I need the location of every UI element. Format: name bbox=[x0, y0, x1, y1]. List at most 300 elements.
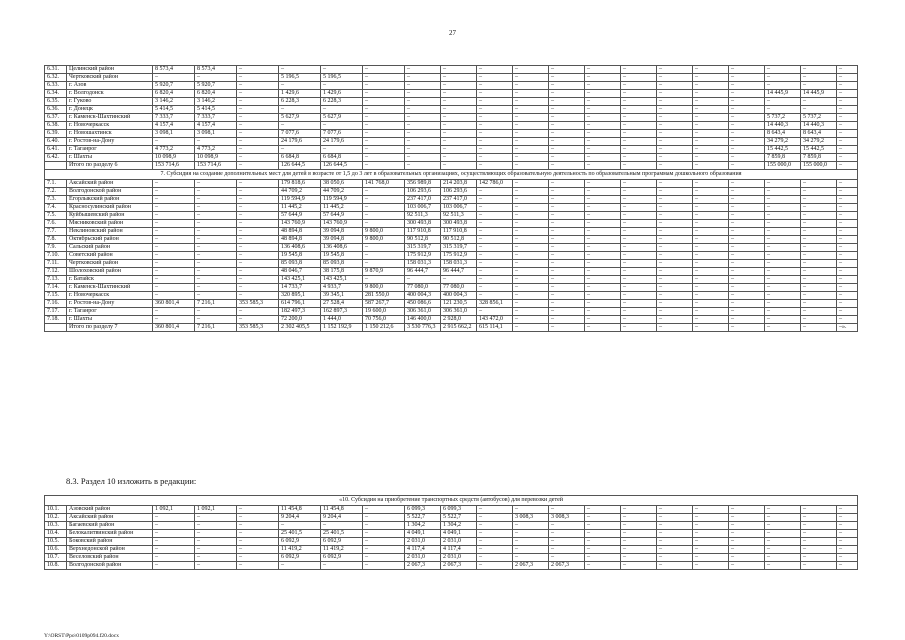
amount-cell: – bbox=[729, 154, 765, 162]
municipality-name: Октябрьский район bbox=[67, 236, 153, 244]
amount-cell: 4 773,2 bbox=[195, 146, 237, 154]
amount-cell: – bbox=[279, 106, 321, 114]
amount-cell: – bbox=[765, 74, 801, 82]
amount-cell: – bbox=[477, 244, 513, 252]
section-7-title: 7. Субсидия на создание дополнительных мест для детей в возрасте от 1,5 до 3 лет в образовательных организациях, осуществляющих образовательную деятельность по образовательным программам дошкольного образования bbox=[45, 170, 858, 180]
amount-cell: – bbox=[693, 114, 729, 122]
amount-cell: – bbox=[693, 138, 729, 146]
municipality-name: Итого по разделу 7 bbox=[67, 324, 153, 332]
municipality-name: Сальский район bbox=[67, 244, 153, 252]
amount-cell: – bbox=[195, 554, 237, 562]
amount-cell: 360 801,4 bbox=[153, 300, 195, 308]
section10-row bbox=[45, 554, 858, 562]
amount-cell: – bbox=[321, 562, 363, 570]
amount-cell: – bbox=[477, 308, 513, 316]
amount-cell: – bbox=[693, 180, 729, 188]
municipality-name: Волгодонской район bbox=[67, 188, 153, 196]
amount-cell: 1 152 192,9 bbox=[321, 324, 363, 332]
section6-row bbox=[45, 162, 858, 170]
municipality-name: г. Новошахтинск bbox=[67, 130, 153, 138]
amount-cell: 7 333,7 bbox=[195, 114, 237, 122]
amount-cell: – bbox=[363, 530, 405, 538]
amount-cell: 1 092,1 bbox=[153, 506, 195, 514]
amount-cell: 3 098,1 bbox=[153, 130, 195, 138]
section6-row bbox=[45, 138, 858, 146]
row-number: 6.37. bbox=[45, 114, 67, 122]
amount-cell: – bbox=[729, 212, 765, 220]
amount-cell: – bbox=[237, 82, 279, 90]
section7-row bbox=[45, 228, 858, 236]
page-number: 27 bbox=[449, 29, 456, 37]
amount-cell: – bbox=[513, 162, 549, 170]
amount-cell: – bbox=[693, 90, 729, 98]
amount-cell: – bbox=[585, 260, 621, 268]
amount-cell: 14 445,9 bbox=[801, 90, 837, 98]
amount-cell: – bbox=[363, 514, 405, 522]
amount-cell: 34 279,2 bbox=[801, 138, 837, 146]
amount-cell: – bbox=[693, 252, 729, 260]
amount-cell: – bbox=[549, 162, 585, 170]
amount-cell: – bbox=[549, 204, 585, 212]
amount-cell: – bbox=[513, 138, 549, 146]
amount-cell: – bbox=[513, 212, 549, 220]
amount-cell: 6 228,3 bbox=[321, 98, 363, 106]
amount-cell: – bbox=[153, 252, 195, 260]
amount-cell: – bbox=[549, 114, 585, 122]
amount-cell: 400 004,3 bbox=[441, 292, 477, 300]
amount-cell: – bbox=[477, 122, 513, 130]
amount-cell: – bbox=[621, 196, 657, 204]
amount-cell: 182 497,3 bbox=[279, 308, 321, 316]
amount-cell: 106 293,6 bbox=[441, 188, 477, 196]
amount-cell: – bbox=[621, 236, 657, 244]
row-number bbox=[45, 324, 67, 332]
amount-cell: – bbox=[801, 244, 837, 252]
amount-cell: 306 361,0 bbox=[405, 308, 441, 316]
amount-cell: 143 760,9 bbox=[321, 220, 363, 228]
amount-cell: – bbox=[513, 188, 549, 196]
amount-cell: – bbox=[585, 538, 621, 546]
amount-cell: – bbox=[549, 284, 585, 292]
amount-cell: – bbox=[153, 554, 195, 562]
amount-cell: 39 345,1 bbox=[321, 292, 363, 300]
amount-cell: – bbox=[585, 138, 621, 146]
amount-cell: 155 000,0 bbox=[765, 162, 801, 170]
amount-cell: 106 293,6 bbox=[405, 188, 441, 196]
amount-cell: 237 417,0 bbox=[405, 196, 441, 204]
amount-cell: – bbox=[585, 106, 621, 114]
amount-cell: – bbox=[237, 236, 279, 244]
amount-cell: 117 910,8 bbox=[441, 228, 477, 236]
amount-cell: – bbox=[363, 260, 405, 268]
amount-cell: – bbox=[441, 276, 477, 284]
row-number: 10.3. bbox=[45, 522, 67, 530]
amount-cell: – bbox=[693, 98, 729, 106]
amount-cell: – bbox=[585, 212, 621, 220]
amount-cell: 11 419,2 bbox=[279, 546, 321, 554]
amount-cell: – bbox=[729, 554, 765, 562]
amount-cell: – bbox=[441, 130, 477, 138]
amount-cell: 9 204,4 bbox=[321, 514, 363, 522]
amount-cell: – bbox=[363, 522, 405, 530]
amount-cell: – bbox=[153, 538, 195, 546]
amount-cell: – bbox=[765, 530, 801, 538]
row-number: 7.18. bbox=[45, 316, 67, 324]
row-number: 7.16. bbox=[45, 300, 67, 308]
amount-cell: 3 098,1 bbox=[195, 130, 237, 138]
amount-cell: – bbox=[321, 66, 363, 74]
amount-cell: – bbox=[195, 220, 237, 228]
amount-cell: 96 444,7 bbox=[405, 268, 441, 276]
amount-cell: 4 049,1 bbox=[441, 530, 477, 538]
amount-cell: – bbox=[477, 220, 513, 228]
amount-cell: – bbox=[513, 74, 549, 82]
row-number: 10.8. bbox=[45, 562, 67, 570]
amount-cell: 117 910,8 bbox=[405, 228, 441, 236]
amount-cell: – bbox=[837, 146, 858, 154]
amount-cell: – bbox=[585, 308, 621, 316]
amount-cell: – bbox=[765, 276, 801, 284]
amount-cell: – bbox=[621, 292, 657, 300]
amount-cell: – bbox=[363, 106, 405, 114]
amount-cell: – bbox=[513, 154, 549, 162]
amount-cell: – bbox=[801, 252, 837, 260]
amount-cell: – bbox=[237, 506, 279, 514]
amount-cell: – bbox=[441, 74, 477, 82]
amount-cell: – bbox=[195, 196, 237, 204]
amount-cell: – bbox=[765, 268, 801, 276]
row-number: 6.42. bbox=[45, 154, 67, 162]
municipality-name: Куйбышевский район bbox=[67, 212, 153, 220]
amount-cell: – bbox=[513, 324, 549, 332]
amount-cell: – bbox=[363, 212, 405, 220]
amount-cell: – bbox=[729, 138, 765, 146]
municipality-name: Багаевский район bbox=[67, 522, 153, 530]
amount-cell: 315 319,7 bbox=[405, 244, 441, 252]
section-10-title: «10. Субсидия на приобретение транспортных средств (автобусов) для перевозки детей bbox=[45, 496, 858, 506]
row-number: 7.14. bbox=[45, 284, 67, 292]
amount-cell: – bbox=[237, 196, 279, 204]
amount-cell: 77 080,0 bbox=[405, 284, 441, 292]
amount-cell: – bbox=[477, 546, 513, 554]
amount-cell: – bbox=[237, 284, 279, 292]
amount-cell: – bbox=[765, 228, 801, 236]
amount-cell: 300 493,8 bbox=[405, 220, 441, 228]
amount-cell: 24 179,6 bbox=[279, 138, 321, 146]
amount-cell: – bbox=[729, 146, 765, 154]
amount-cell: – bbox=[657, 292, 693, 300]
amount-cell: – bbox=[657, 546, 693, 554]
amount-cell: – bbox=[801, 308, 837, 316]
amount-cell: – bbox=[441, 106, 477, 114]
row-number: 6.31. bbox=[45, 66, 67, 74]
amount-cell: – bbox=[513, 90, 549, 98]
amount-cell: – bbox=[195, 522, 237, 530]
amount-cell: – bbox=[477, 90, 513, 98]
amount-cell: – bbox=[801, 530, 837, 538]
amount-cell: 8 643,4 bbox=[801, 130, 837, 138]
amount-cell: – bbox=[363, 130, 405, 138]
amount-cell: – bbox=[477, 74, 513, 82]
section10-row bbox=[45, 530, 858, 538]
row-number: 7.3. bbox=[45, 196, 67, 204]
amount-cell: – bbox=[837, 554, 858, 562]
amount-cell: – bbox=[237, 514, 279, 522]
amount-cell: 6 684,8 bbox=[279, 154, 321, 162]
amount-cell: – bbox=[513, 228, 549, 236]
amount-cell: – bbox=[549, 292, 585, 300]
amount-cell: 141 768,0 bbox=[363, 180, 405, 188]
amount-cell: 1 444,0 bbox=[321, 316, 363, 324]
amount-cell: – bbox=[195, 228, 237, 236]
amount-cell: 1 429,6 bbox=[321, 90, 363, 98]
amount-cell: – bbox=[237, 268, 279, 276]
amount-cell: – bbox=[549, 122, 585, 130]
amount-cell: – bbox=[729, 196, 765, 204]
amount-cell: – bbox=[837, 154, 858, 162]
amount-cell: – bbox=[549, 538, 585, 546]
amount-cell: 136 408,6 bbox=[321, 244, 363, 252]
amount-cell: – bbox=[621, 82, 657, 90]
amount-cell: – bbox=[837, 188, 858, 196]
amount-cell: – bbox=[729, 308, 765, 316]
amount-cell: – bbox=[195, 236, 237, 244]
amount-cell: – bbox=[195, 316, 237, 324]
amount-cell: – bbox=[729, 514, 765, 522]
amount-cell: 158 031,3 bbox=[441, 260, 477, 268]
amount-cell: – bbox=[657, 228, 693, 236]
amount-cell: – bbox=[837, 244, 858, 252]
amount-cell: – bbox=[549, 228, 585, 236]
amount-cell: – bbox=[441, 154, 477, 162]
amount-cell: – bbox=[657, 316, 693, 324]
amount-cell: – bbox=[363, 538, 405, 546]
amount-cell: 2 067,3 bbox=[513, 562, 549, 570]
amount-cell: – bbox=[513, 196, 549, 204]
amount-cell: – bbox=[363, 252, 405, 260]
amount-cell: – bbox=[837, 308, 858, 316]
amount-cell: – bbox=[477, 82, 513, 90]
amount-cell: – bbox=[513, 268, 549, 276]
amount-cell: – bbox=[801, 98, 837, 106]
amount-cell: 9 800,0 bbox=[363, 228, 405, 236]
amount-cell: – bbox=[765, 554, 801, 562]
subsidy-table-section-10 bbox=[44, 495, 858, 570]
amount-cell: – bbox=[195, 244, 237, 252]
amount-cell: – bbox=[405, 90, 441, 98]
amount-cell: – bbox=[801, 316, 837, 324]
amount-cell: 6 820,4 bbox=[153, 90, 195, 98]
amount-cell: 10 098,9 bbox=[195, 154, 237, 162]
municipality-name: Волгодонской район bbox=[67, 562, 153, 570]
amount-cell: – bbox=[405, 98, 441, 106]
amount-cell: – bbox=[801, 514, 837, 522]
amount-cell: – bbox=[837, 276, 858, 284]
amount-cell: 143 425,1 bbox=[279, 276, 321, 284]
amount-cell: – bbox=[513, 554, 549, 562]
amount-cell: – bbox=[693, 74, 729, 82]
amount-cell: 4 773,2 bbox=[153, 146, 195, 154]
amount-cell: – bbox=[765, 546, 801, 554]
amount-cell: – bbox=[237, 180, 279, 188]
amount-cell: – bbox=[363, 244, 405, 252]
amount-cell: – bbox=[237, 106, 279, 114]
amount-cell: – bbox=[153, 204, 195, 212]
amount-cell: – bbox=[765, 308, 801, 316]
section6-row bbox=[45, 114, 858, 122]
municipality-name: г. Новочеркасск bbox=[67, 292, 153, 300]
amount-cell: – bbox=[237, 260, 279, 268]
amount-cell: – bbox=[585, 180, 621, 188]
amount-cell: – bbox=[195, 188, 237, 196]
municipality-name: Неклиновский район bbox=[67, 228, 153, 236]
amount-cell: – bbox=[765, 324, 801, 332]
amount-cell: 450 086,6 bbox=[405, 300, 441, 308]
amount-cell: 142 786,0 bbox=[477, 180, 513, 188]
municipality-name: г. Шахты bbox=[67, 154, 153, 162]
row-number: 6.41. bbox=[45, 146, 67, 154]
amount-cell: – bbox=[729, 244, 765, 252]
amount-cell: – bbox=[363, 154, 405, 162]
amount-cell: – bbox=[405, 114, 441, 122]
amount-cell: – bbox=[237, 220, 279, 228]
amount-cell: 72 200,0 bbox=[279, 316, 321, 324]
amount-cell: – bbox=[729, 292, 765, 300]
section6-row bbox=[45, 82, 858, 90]
amount-cell: 6 684,8 bbox=[321, 154, 363, 162]
municipality-name: Егорлыкский район bbox=[67, 196, 153, 204]
amount-cell: – bbox=[765, 180, 801, 188]
row-number: 7.9. bbox=[45, 244, 67, 252]
amount-cell: – bbox=[585, 506, 621, 514]
section7-row bbox=[45, 236, 858, 244]
amount-cell: – bbox=[657, 308, 693, 316]
amount-cell: – bbox=[693, 554, 729, 562]
amount-cell: – bbox=[693, 204, 729, 212]
amount-cell: 146 400,0 bbox=[405, 316, 441, 324]
amount-cell: – bbox=[363, 122, 405, 130]
amount-cell: 7 333,7 bbox=[153, 114, 195, 122]
amount-cell: 8 573,4 bbox=[153, 66, 195, 74]
amount-cell: – bbox=[441, 114, 477, 122]
amount-cell: 11 454,8 bbox=[321, 506, 363, 514]
amount-cell: – bbox=[693, 506, 729, 514]
amount-cell: – bbox=[693, 196, 729, 204]
amount-cell: – bbox=[321, 146, 363, 154]
amount-cell: – bbox=[237, 252, 279, 260]
row-number: 7.10. bbox=[45, 252, 67, 260]
amount-cell: 143 472,0 bbox=[477, 316, 513, 324]
amount-cell: – bbox=[801, 106, 837, 114]
amount-cell: – bbox=[237, 554, 279, 562]
amount-cell: – bbox=[765, 506, 801, 514]
amount-cell: – bbox=[363, 546, 405, 554]
amount-cell: – bbox=[321, 522, 363, 530]
amount-cell: – bbox=[153, 522, 195, 530]
amount-cell: – bbox=[621, 130, 657, 138]
amount-cell: – bbox=[621, 260, 657, 268]
amount-cell: 38 050,6 bbox=[321, 180, 363, 188]
amount-cell: 7 859,8 bbox=[801, 154, 837, 162]
amount-cell: – bbox=[585, 268, 621, 276]
amount-cell: – bbox=[837, 236, 858, 244]
amount-cell: 6 092,9 bbox=[279, 554, 321, 562]
amount-cell: – bbox=[441, 138, 477, 146]
amount-cell: – bbox=[363, 138, 405, 146]
amount-cell: – bbox=[693, 212, 729, 220]
amount-cell: 2 067,3 bbox=[549, 562, 585, 570]
section6-row bbox=[45, 98, 858, 106]
amount-cell: – bbox=[477, 236, 513, 244]
amount-cell: – bbox=[693, 292, 729, 300]
amount-cell: – bbox=[801, 228, 837, 236]
amount-cell: – bbox=[237, 522, 279, 530]
amount-cell: – bbox=[729, 236, 765, 244]
amount-cell: – bbox=[657, 562, 693, 570]
amount-cell: – bbox=[621, 228, 657, 236]
amount-cell: 85 093,8 bbox=[321, 260, 363, 268]
amount-cell: – bbox=[549, 146, 585, 154]
amount-cell: – bbox=[801, 554, 837, 562]
amount-cell: – bbox=[621, 212, 657, 220]
municipality-name: г. Ростов-на-Дону bbox=[67, 138, 153, 146]
amount-cell: – bbox=[621, 506, 657, 514]
amount-cell: – bbox=[513, 66, 549, 74]
amount-cell: 44 709,2 bbox=[279, 188, 321, 196]
amount-cell: 70 756,0 bbox=[363, 316, 405, 324]
amount-cell: – bbox=[549, 180, 585, 188]
amount-cell: – bbox=[405, 66, 441, 74]
amount-cell: 153 714,6 bbox=[195, 162, 237, 170]
amount-cell: – bbox=[195, 180, 237, 188]
row-number: 7.2. bbox=[45, 188, 67, 196]
amount-cell: – bbox=[153, 236, 195, 244]
amount-cell: 2 031,0 bbox=[441, 554, 477, 562]
amount-cell: – bbox=[657, 98, 693, 106]
amount-cell: – bbox=[195, 308, 237, 316]
amount-cell: – bbox=[477, 522, 513, 530]
amount-cell: – bbox=[363, 74, 405, 82]
amount-cell: 48 046,7 bbox=[279, 268, 321, 276]
amount-cell: – bbox=[657, 188, 693, 196]
amount-cell: – bbox=[729, 114, 765, 122]
row-number: 10.1. bbox=[45, 506, 67, 514]
amount-cell: – bbox=[513, 130, 549, 138]
municipality-name: Верхнедонской район bbox=[67, 546, 153, 554]
amount-cell: 5 737,2 bbox=[765, 114, 801, 122]
amount-cell: – bbox=[153, 188, 195, 196]
amount-cell: 9 800,0 bbox=[363, 284, 405, 292]
amount-cell: 57 644,9 bbox=[279, 212, 321, 220]
amount-cell: – bbox=[513, 252, 549, 260]
amount-cell: – bbox=[657, 538, 693, 546]
amount-cell: – bbox=[195, 204, 237, 212]
amount-cell: – bbox=[237, 212, 279, 220]
amount-cell: – bbox=[153, 74, 195, 82]
amount-cell: 96 444,7 bbox=[441, 268, 477, 276]
amount-cell: – bbox=[801, 196, 837, 204]
amount-cell: – bbox=[585, 122, 621, 130]
amount-cell: – bbox=[549, 308, 585, 316]
amount-cell: 7 859,8 bbox=[765, 154, 801, 162]
amount-cell: – bbox=[549, 220, 585, 228]
amount-cell: – bbox=[837, 506, 858, 514]
amount-cell: – bbox=[837, 292, 858, 300]
amount-cell: – bbox=[513, 308, 549, 316]
amount-cell: – bbox=[729, 522, 765, 530]
amount-cell: – bbox=[801, 276, 837, 284]
amount-cell: 155 000,0 bbox=[801, 162, 837, 170]
